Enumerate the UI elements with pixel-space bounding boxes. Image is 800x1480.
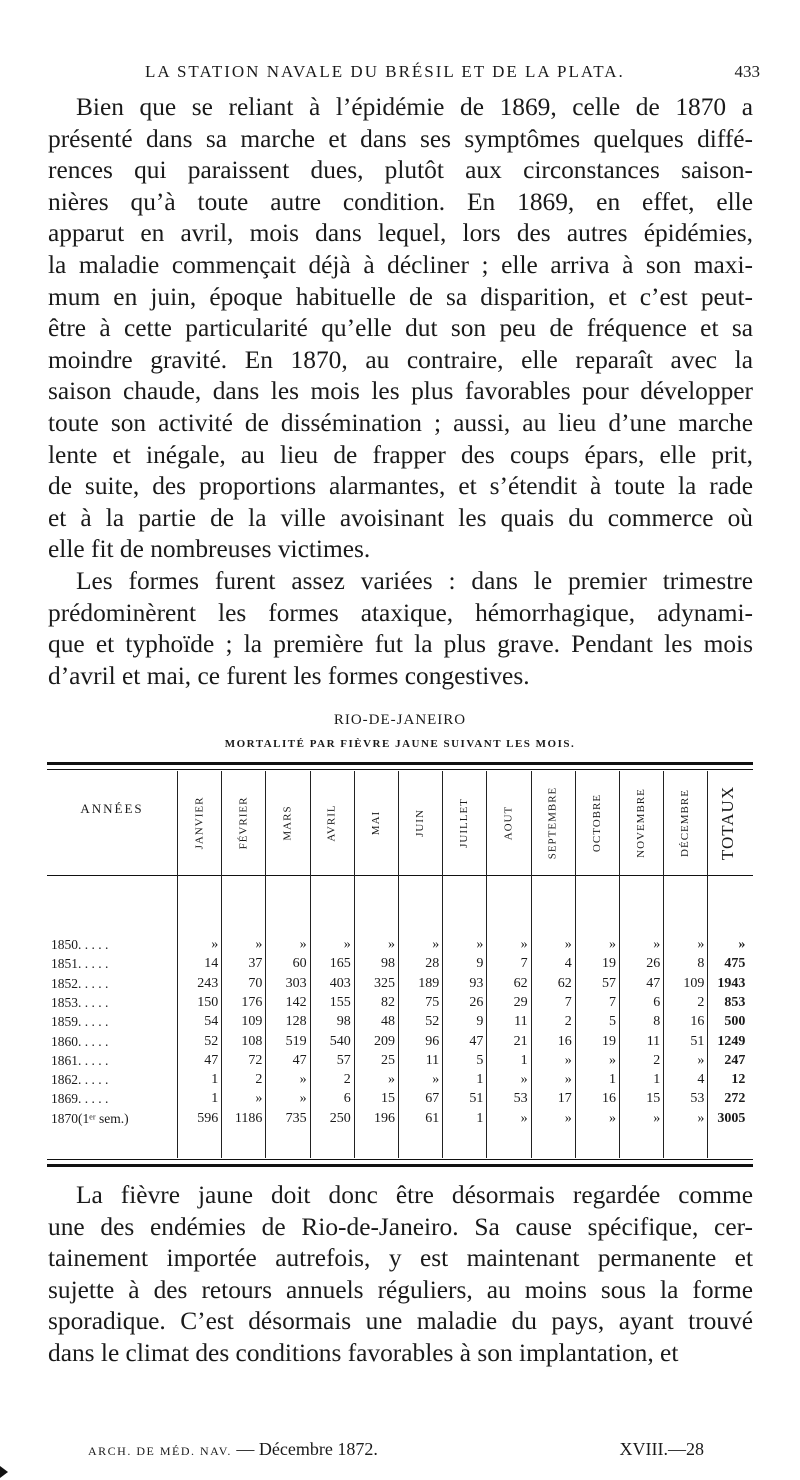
table-cell: 16 <box>690 1014 705 1030</box>
table-cell: 500 <box>724 1014 746 1030</box>
row-year: 1862. . . . . <box>51 1072 109 1088</box>
table-cell: 250 <box>329 1110 351 1126</box>
table-cell: 57 <box>601 975 616 991</box>
column-header-label: JANVIER <box>193 796 206 850</box>
table-cell: 12 <box>731 1072 746 1088</box>
table-cell: 75 <box>425 994 440 1010</box>
table-cell: » <box>564 1110 572 1126</box>
table-cell: 1 <box>608 1072 616 1088</box>
table-cell: 67 <box>425 1091 440 1107</box>
table-cell: 57 <box>336 1052 351 1068</box>
row-year: 1852. . . . . <box>51 975 109 991</box>
text-line: elle fit de nombreuses victimes. <box>48 535 371 564</box>
column-header-label: AVRIL <box>325 804 338 842</box>
table-row <box>47 1072 753 1090</box>
table-cell: 8 <box>653 1014 661 1030</box>
text-line: rences qui paraissent dues, plutôt aux circonstances saison- <box>48 156 753 185</box>
table-cell: 6 <box>343 1091 351 1107</box>
table-cell: 16 <box>557 1033 572 1049</box>
column-header-label: JUIN <box>414 809 427 837</box>
text-line: dans le climat des conditions favorables à son implantation, et <box>48 1338 679 1367</box>
table-cell: 3005 <box>717 1110 746 1126</box>
table-cell: 4 <box>697 1072 705 1088</box>
table-cell: 176 <box>241 994 263 1010</box>
table-cell: 596 <box>197 1110 219 1126</box>
column-header-label: FÉVRIER <box>237 796 250 850</box>
text-line: sporadique. C’est désormais une maladie du pays, ayant trouvé <box>48 1307 753 1336</box>
table-cell: 2 <box>697 994 705 1010</box>
table-cell: 19 <box>601 956 616 972</box>
row-year: 1860. . . . . <box>51 1033 109 1049</box>
table-cell: 196 <box>373 1110 395 1126</box>
table-cell: 4 <box>564 956 572 972</box>
text-line: la maladie commençait déjà à décliner ; elle arriva à son maxi- <box>48 250 753 279</box>
table-cell: 9 <box>476 956 484 972</box>
table-cell: 303 <box>285 975 307 991</box>
table-cell: 7 <box>564 994 572 1010</box>
column-header <box>663 775 707 871</box>
table-cell: » <box>211 937 219 952</box>
table-cell: » <box>608 1052 616 1068</box>
table-cell: 5 <box>476 1052 484 1068</box>
table-cell: 37 <box>248 956 263 972</box>
footer-signature: XVIII.—28 <box>619 1439 704 1459</box>
table-bottom-rule <box>47 1159 753 1160</box>
paragraph-1 <box>48 92 753 566</box>
table-cell: » <box>299 937 307 952</box>
row-year: 1853. . . . . <box>51 994 109 1010</box>
table-cell: 853 <box>724 994 746 1010</box>
table-cell: 98 <box>380 956 395 972</box>
mortality-table <box>47 762 753 1167</box>
table-cell: 60 <box>292 956 307 972</box>
table-cell: 243 <box>197 975 219 991</box>
table-cell: 82 <box>380 994 395 1010</box>
table-cell: 1 <box>476 1072 484 1088</box>
table-cell: 1 <box>476 1110 484 1126</box>
table-row <box>47 1053 753 1071</box>
table-cell: 142 <box>285 994 307 1010</box>
table-cell: » <box>564 937 572 952</box>
text-line: toute son activité de dissémination ; aussi, au lieu d’une marche <box>48 408 753 437</box>
text-line: présenté dans sa marche et dans ses symptômes quelques diffé- <box>48 124 753 153</box>
table-cell: 11 <box>646 1033 661 1049</box>
table-cell: 47 <box>292 1052 307 1068</box>
text-line: nières qu’à toute autre condition. En 1869, en effet, elle <box>48 187 753 216</box>
column-header-label: JUILLET <box>458 798 471 848</box>
table-cell: 15 <box>646 1091 661 1107</box>
table-cell: » <box>653 937 661 952</box>
text-line: une des endémies de Rio-de-Janeiro. Sa cause spécifique, cer- <box>48 1212 753 1241</box>
text-line: moindre gravité. En 1870, au contraire, elle reparaît avec la <box>48 345 753 374</box>
column-header-label: DÉCEMBRE <box>679 789 692 857</box>
table-cell: 150 <box>197 994 219 1010</box>
text-line: prédominèrent les formes ataxique, hémorrhagique, adynami- <box>48 598 753 627</box>
table-cell: 109 <box>241 1014 263 1030</box>
table-cell: 26 <box>469 994 484 1010</box>
column-header <box>486 775 530 871</box>
table-cell: 51 <box>690 1033 705 1049</box>
table-cell: 1 <box>653 1072 661 1088</box>
table-cell: 51 <box>469 1091 484 1107</box>
column-header <box>575 775 619 871</box>
table-cell: 28 <box>425 956 440 972</box>
table-cell: 93 <box>469 975 484 991</box>
table-row <box>47 1111 753 1129</box>
column-header <box>619 775 663 871</box>
text-line: saison chaude, dans les mois les plus favorables pour développer <box>48 377 753 406</box>
table-cell: 62 <box>557 975 572 991</box>
column-header-label: MAI <box>369 810 382 836</box>
table-cell: 26 <box>646 956 661 972</box>
table-header-rule <box>47 875 753 876</box>
column-header <box>310 775 354 871</box>
column-header-label: AOUT <box>502 805 515 841</box>
column-header-label: MARS <box>281 805 294 841</box>
table-cell: 209 <box>373 1033 395 1049</box>
table-cell: 128 <box>285 1014 307 1030</box>
paragraph-3 <box>48 1180 753 1370</box>
table-cell: 61 <box>425 1110 440 1126</box>
table-row <box>47 976 753 994</box>
table-cell: 1 <box>520 1052 528 1068</box>
table-cell: 165 <box>329 956 351 972</box>
table-cell: 2 <box>255 1072 263 1088</box>
row-year: 1869. . . . . <box>51 1091 109 1107</box>
text-line: lente et inégale, au lieu de frapper des coups épars, elle prit, <box>48 440 753 469</box>
table-cell: » <box>738 937 746 952</box>
table-cell: » <box>520 937 528 952</box>
table-cell: » <box>387 1072 395 1088</box>
row-year: 1861. . . . . <box>51 1052 109 1068</box>
table-cell: 96 <box>425 1033 440 1049</box>
table-cell: 9 <box>476 1014 484 1030</box>
table-cell: 47 <box>646 975 661 991</box>
text-line: de suite, des proportions alarmantes, et s’étendit à toute la rade <box>48 472 753 501</box>
table-cell: 519 <box>285 1033 307 1049</box>
column-header <box>707 775 748 871</box>
table-cell: 29 <box>513 994 528 1010</box>
table-cell: 11 <box>514 1014 528 1030</box>
column-header-label: NOVEMBRE <box>635 788 648 858</box>
row-year: 1850. . . . . <box>51 937 109 952</box>
table-cell: 19 <box>601 1033 616 1049</box>
table-cell: » <box>653 1110 661 1126</box>
table-cell: 1249 <box>717 1033 746 1049</box>
table-cell: » <box>520 1110 528 1126</box>
table-cell: » <box>299 1072 307 1088</box>
text-line: d’avril et mai, ce furent les formes congestives. <box>48 661 530 690</box>
table-cell: » <box>432 1072 440 1088</box>
table-cell: 1943 <box>717 975 746 991</box>
table-cell: 15 <box>380 1091 395 1107</box>
row-year: 1870(1ᵉʳ sem.) <box>51 1110 129 1126</box>
table-cell: » <box>520 1072 528 1088</box>
table-cell: 1186 <box>234 1110 263 1126</box>
table-cell: » <box>476 937 484 952</box>
table-cell: 325 <box>373 975 395 991</box>
table-cell: » <box>697 1052 705 1068</box>
table-cell: 7 <box>608 994 616 1010</box>
page-footer <box>88 1439 704 1463</box>
row-year: 1851. . . . . <box>51 956 109 972</box>
text-line: tainement importée autrefois, y est maintenant permanente et <box>48 1244 753 1273</box>
table-cell: 21 <box>513 1033 528 1049</box>
footer-journal: ARCH. DE MÉD. NAV. <box>88 1444 232 1458</box>
table-row <box>47 995 753 1013</box>
text-line: Bien que se reliant à l’épidémie de 1869, celle de 1870 a <box>76 93 753 121</box>
column-header <box>221 775 265 871</box>
table-cell: 47 <box>204 1052 219 1068</box>
table-cell: 1 <box>211 1072 219 1088</box>
table-cell: 72 <box>248 1052 263 1068</box>
table-cell: 8 <box>697 956 705 972</box>
table-cell: 52 <box>204 1033 219 1049</box>
column-header <box>265 775 309 871</box>
table-cell: 247 <box>724 1052 746 1068</box>
column-header <box>354 775 398 871</box>
table-cell: 62 <box>513 975 528 991</box>
table-row <box>47 956 753 974</box>
text-line: que et typhoïde ; la première fut la plus grave. Pendant les mois <box>48 630 753 659</box>
text-line: et à la partie de la ville avoisinant les quais du commerce où <box>48 503 753 532</box>
paragraph-2 <box>48 566 753 692</box>
table-cell: 2 <box>564 1014 572 1030</box>
table-cell: 7 <box>520 956 528 972</box>
table-cell: 53 <box>690 1091 705 1107</box>
running-title: LA STATION NAVALE DU BRÉSIL ET DE LA PLATA. <box>145 62 625 81</box>
table-cell: 540 <box>329 1033 351 1049</box>
column-header <box>531 775 575 871</box>
footer-date: — Décembre 1872. <box>236 1439 378 1459</box>
table-cell: 16 <box>601 1091 616 1107</box>
page-number: 433 <box>734 62 760 81</box>
table-cell: 25 <box>380 1052 395 1068</box>
table-cell: 403 <box>329 975 351 991</box>
table-cell: » <box>697 937 705 952</box>
year-column-header: ANNÉES <box>80 801 144 816</box>
row-year: 1859. . . . . <box>51 1014 109 1030</box>
table-cell: 98 <box>336 1014 351 1030</box>
table-cell: 155 <box>329 994 351 1010</box>
table-cell: » <box>564 1072 572 1088</box>
text-line: être à cette particularité qu’elle dut son peu de fréquence et sa <box>48 314 753 343</box>
table-cell: » <box>387 937 395 952</box>
table-subcaption: MORTALITÉ PAR FIÈVRE JAUNE SUIVANT LES MOIS. <box>224 738 576 750</box>
table-cell: 109 <box>683 975 705 991</box>
table-cell: 272 <box>724 1091 746 1107</box>
table-cell: 14 <box>204 956 219 972</box>
table-cell: » <box>608 937 616 952</box>
table-cell: 6 <box>653 994 661 1010</box>
column-header <box>398 775 442 871</box>
column-header <box>177 775 221 871</box>
table-cell: 735 <box>285 1110 307 1126</box>
column-header-label: TOTAUX <box>717 785 737 861</box>
table-cell: » <box>255 1091 263 1107</box>
running-header <box>50 58 760 88</box>
table-cell: 47 <box>469 1033 484 1049</box>
text-line: La fièvre jaune doit donc être désormais regardée comme <box>76 1181 753 1209</box>
table-cell: » <box>255 937 263 952</box>
footer-left <box>88 1439 378 1460</box>
table-cell: 2 <box>653 1052 661 1068</box>
table-cell: 11 <box>425 1052 440 1068</box>
table-cell: » <box>697 1110 705 1126</box>
table-cell: 2 <box>343 1072 351 1088</box>
text-line: Les formes furent assez variées : dans le premier trimestre <box>76 567 753 595</box>
table-cell: 54 <box>204 1014 219 1030</box>
table-cell: » <box>343 937 351 952</box>
table-cell: 17 <box>557 1091 572 1107</box>
table-row <box>47 1014 753 1032</box>
table-row <box>47 937 753 955</box>
page-edge-mark <box>0 1466 8 1478</box>
text-line: apparut en avril, mois dans lequel, lors des autres épidémies, <box>48 219 753 248</box>
table-cell: 70 <box>248 975 263 991</box>
table-cell: 5 <box>608 1014 616 1030</box>
table-caption: RIO-DE-JANEIRO <box>333 712 467 728</box>
table-cell: » <box>608 1110 616 1126</box>
table-row <box>47 1034 753 1052</box>
table-cell: » <box>432 937 440 952</box>
table-cell: 52 <box>425 1014 440 1030</box>
column-header <box>442 775 486 871</box>
table-cell: » <box>299 1091 307 1107</box>
table-cell: » <box>564 1052 572 1068</box>
table-row <box>47 1091 753 1109</box>
text-line: sujette à des retours annuels réguliers, au moins sous la forme <box>48 1275 753 1304</box>
table-cell: 108 <box>241 1033 263 1049</box>
table-cell: 48 <box>380 1014 395 1030</box>
table-top-rule <box>47 769 753 770</box>
table-cell: 53 <box>513 1091 528 1107</box>
column-header-label: SEPTEMBRE <box>546 786 559 860</box>
table-cell: 189 <box>418 975 440 991</box>
table-cell: 1 <box>211 1091 219 1107</box>
column-header-label: OCTOBRE <box>590 793 603 853</box>
table-cell: 475 <box>724 956 746 972</box>
text-line: mum en juin, époque habituelle de sa disparition, et c’est peut- <box>48 282 753 311</box>
